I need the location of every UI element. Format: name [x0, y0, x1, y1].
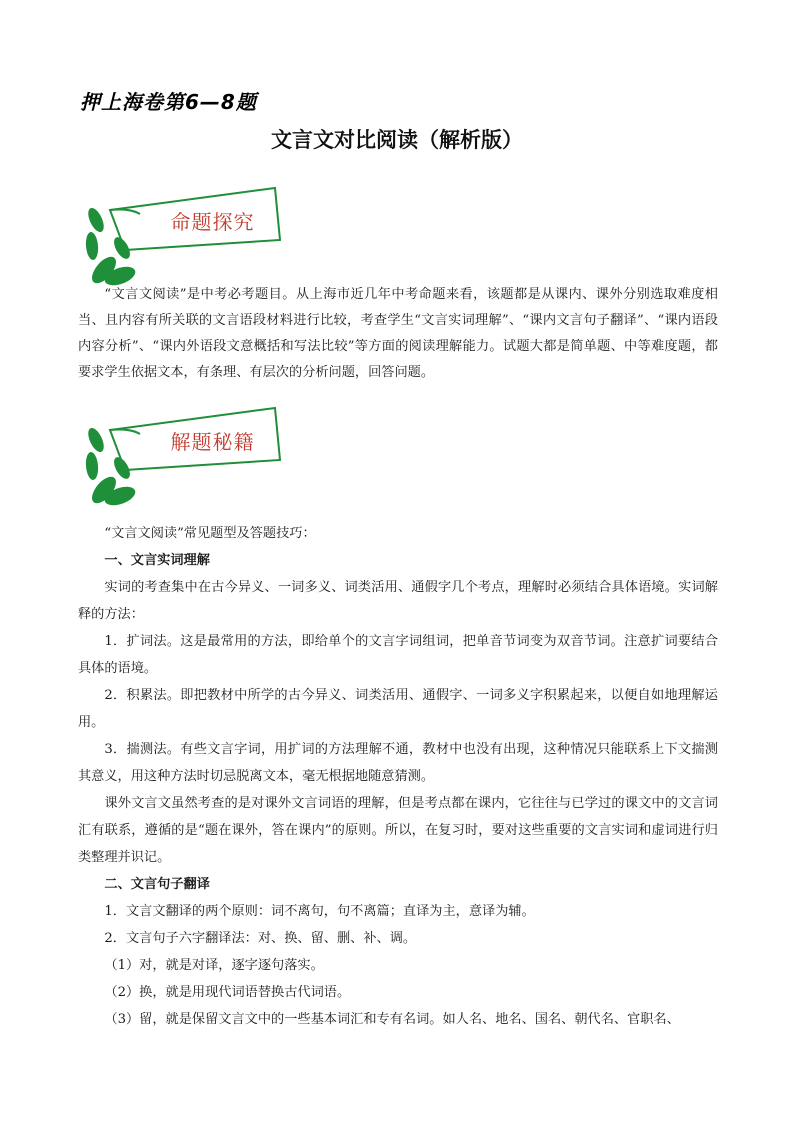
translation-item: 2．文言句子六字翻译法：对、换、留、删、补、调。 [104, 931, 417, 946]
translation-item: 1．文言文翻译的两个原则：词不离句，句不离篇；直译为主，意译为辅。 [104, 904, 535, 919]
section-heading-1: 一、文言实词理解 [104, 553, 210, 568]
banner-label: 解题秘籍 [170, 430, 255, 454]
translation-subitem: （1）对，就是对译，逐字逐句落实。 [104, 958, 324, 973]
banner-decoration-icon [70, 400, 300, 520]
exam-tag: 押上海卷第6—8题 [80, 90, 257, 114]
page-title: 文言文对比阅读（解析版） [271, 128, 523, 152]
paragraph: 课外文言文虽然考查的是对课外文言词语的理解，但是考点都在课内，它往往与已学过的课文中的文言词汇有联系，遵循的是“题在课外，答在课内”的原则。所以，在复习时，要对这些重要的文言实词和虚词进行归类整理并识记。 [78, 796, 718, 865]
section-heading-2: 二、文言句子翻译 [104, 877, 210, 892]
banner-label: 命题探究 [170, 210, 255, 234]
translation-subitem: （3）留，就是保留文言文中的一些基本词汇和专有名词。如人名、地名、国名、朝代名、官职名、 [104, 1012, 680, 1027]
paragraph: 实词的考查集中在古今异义、一词多义、词类活用、通假字几个考点，理解时必须结合具体语境。实词解释的方法： [78, 580, 718, 622]
translation-subitem: （2）换，就是用现代词语替换古代词语。 [104, 985, 351, 1000]
banner-secrets [70, 400, 300, 520]
method-item: 2．积累法。即把教材中所学的古今异义、词类活用、通假字、一词多义字积累起来，以便自如地理解运用。 [78, 688, 718, 730]
lead-line: “文言文阅读”常见题型及答题技巧： [104, 526, 316, 541]
method-item: 1．扩词法。这是最常用的方法，即给单个的文言字词组词，把单音节词变为双音节词。注意扩词要结合具体的语境。 [78, 634, 718, 676]
intro-paragraph: “文言文阅读”是中考必考题目。从上海市近几年中考命题来看，该题都是从课内、课外分别选取难度相当、且内容有所关联的文言语段材料进行比较，考查学生“文言实词理解”、“课内文言句子翻译”、“课内语段内容分析”、“课内外语段文意概括和写法比较”等方面的阅读理解能力。试题大都是简单题、中等难度题，都要求学生依据文本，有条理、有层次的分析问题，回答问题。 [78, 287, 718, 380]
body-content [78, 520, 718, 1033]
method-item: 3．揣测法。有些文言字词，用扩词的方法理解不通，教材中也没有出现，这种情况只能联系上下文揣测其意义，用这种方法时切忌脱离文本，毫无根据地随意猜测。 [78, 742, 718, 784]
